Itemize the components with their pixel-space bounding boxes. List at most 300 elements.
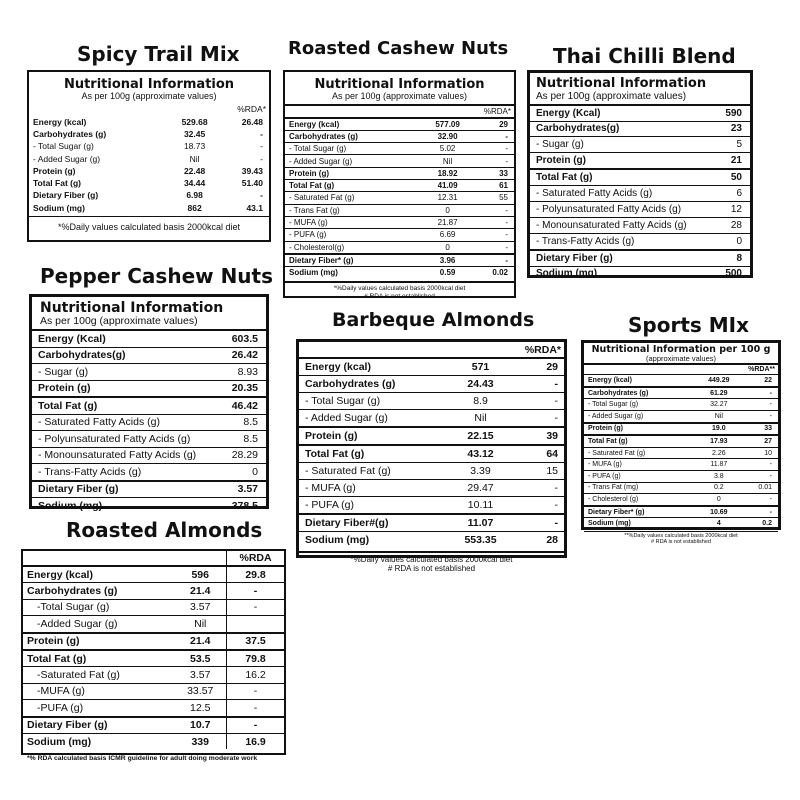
table-row: [29, 152, 269, 164]
nutrient-value: 862: [187, 202, 202, 213]
nutrient-value: 8.5: [217, 431, 266, 448]
rda-value: -: [514, 410, 564, 428]
nutrient-label: Energy (Kcal): [32, 330, 217, 347]
nutrient-value: 34.44: [183, 178, 206, 189]
rda-value: -: [473, 216, 514, 228]
table-row: [584, 447, 778, 459]
table-row: [530, 186, 750, 202]
nutrient-label: Dietary Fiber (g): [530, 250, 706, 266]
nutrient-label: Carbohydrates (g): [23, 583, 174, 599]
nutrient-label: Dietary Fiber (g): [23, 717, 174, 734]
rda-value: -: [473, 143, 514, 155]
table-row: [530, 217, 750, 233]
roasted-cashew-nuts-panel: [283, 70, 516, 298]
table-row: [32, 347, 266, 364]
nutrient-label: Energy (kcal): [285, 118, 422, 131]
nutrient-value: 26.42: [217, 347, 266, 364]
nutrient-value: Nil: [695, 411, 744, 423]
rda-value: 79.8: [227, 650, 284, 667]
roasted-cashew-nuts-title: Roasted Cashew Nuts: [288, 38, 509, 59]
nutrient-value: 10.7: [174, 717, 226, 734]
footnote-daily-values: **%Daily values calculated basis 2000kcal diet: [584, 531, 778, 539]
thai-chilli-blend-panel: [527, 70, 753, 278]
rda-value: -: [227, 683, 284, 699]
nutrient-value: 449.29: [695, 375, 744, 387]
barbeque-almonds-title: Barbeque Almonds: [332, 309, 535, 331]
nutrient-value: 6: [706, 186, 750, 202]
nutrient-label: - Total Sugar (g): [584, 399, 695, 411]
table-row: [32, 380, 266, 397]
table-row: [530, 233, 750, 249]
table-row: [530, 266, 750, 281]
table-row: [285, 267, 514, 279]
rda-value: -: [260, 141, 263, 152]
table-row: [530, 201, 750, 217]
rda-value: 0.02: [473, 267, 514, 279]
table-row: [32, 447, 266, 464]
rda-value: -: [743, 387, 778, 399]
rda-value: 29.8: [227, 566, 284, 583]
nutrient-label: Protein (g): [32, 380, 217, 397]
nutrient-value: 19.0: [695, 423, 744, 436]
nutrient-label: Energy (kcal): [23, 566, 174, 583]
nutrient-value: 3.57: [174, 599, 226, 615]
nutrient-label: - Total Sugar (g): [285, 143, 422, 155]
table-row: [584, 375, 778, 387]
rda-value: 16.2: [227, 667, 284, 683]
table-row: [584, 518, 778, 529]
nutrient-value: 23: [706, 121, 750, 137]
panel-header: Nutritional Information: [536, 76, 707, 91]
nutrient-label: Protein (g): [23, 633, 174, 650]
rda-value: -: [743, 411, 778, 423]
table-row: [299, 463, 564, 480]
nutrient-label: Dietary Fiber* (g): [285, 254, 422, 267]
nutrient-label: - Trans Fat (g): [285, 204, 422, 216]
nutrient-value: 21.4: [174, 633, 226, 650]
table-row: [584, 411, 778, 423]
nutrient-label: Total Fat (g): [299, 445, 447, 463]
rda-value: 51.40: [241, 178, 263, 189]
nutrient-label: Sodium (mg): [23, 733, 174, 749]
nutrient-label: Dietary Fiber#(g): [299, 514, 447, 532]
rda-value: -: [514, 497, 564, 515]
nutrient-value: 596: [174, 566, 226, 583]
nutrient-label: Carbohydrates(g): [530, 121, 706, 137]
nutrient-value: 11.87: [695, 459, 744, 471]
nutrient-label: - Monounsaturated Fatty Acids (g): [32, 447, 217, 464]
nutrient-value: 529.68: [181, 116, 208, 127]
rda-value: -: [473, 204, 514, 216]
nutrient-value: 8.9: [447, 393, 513, 410]
nutrient-label: Energy (kcal): [584, 375, 695, 387]
nutrient-value: 5.02: [422, 143, 472, 155]
rda-value: -: [514, 393, 564, 410]
nutrient-label: Protein (g): [530, 153, 706, 169]
nutrient-label: Total Fat (g): [584, 435, 695, 447]
nutrition-table: [23, 551, 284, 749]
nutrient-value: 22.15: [447, 427, 513, 445]
table-row: [299, 376, 564, 393]
table-row: [285, 118, 514, 131]
rda-value: -: [514, 514, 564, 532]
nutrient-value: 577.09: [422, 118, 472, 131]
footnote-daily-values: *%Daily values calculated basis 2000kcal diet: [285, 281, 514, 292]
nutrient-value: 18.73: [183, 141, 206, 152]
rda-value: -: [743, 494, 778, 506]
panel-subheader: As per 100g (approximate values): [331, 90, 468, 101]
rda-value: 37.5: [227, 633, 284, 650]
nutrient-value: 28.29: [217, 447, 266, 464]
rda-value: 39.43: [241, 165, 263, 176]
rda-value: -: [260, 153, 263, 164]
nutrient-value: 46.42: [217, 397, 266, 414]
rda-value: -: [743, 506, 778, 518]
rda-value: -: [473, 155, 514, 167]
panel-header: Nutritional Information: [314, 77, 485, 92]
table-row: [23, 733, 284, 749]
nutrient-value: 500: [706, 266, 750, 281]
rda-value: 27: [743, 435, 778, 447]
table-row: [23, 667, 284, 683]
nutrient-label: Dietary Fiber (g): [33, 190, 99, 201]
nutrient-label: - Total Sugar (g): [299, 393, 447, 410]
rda-column-header: %RDA**: [743, 364, 778, 375]
nutrient-value: 3.57: [217, 481, 266, 498]
nutrition-table: [530, 104, 750, 282]
panel-subheader: As per 100g (approximate values): [40, 314, 198, 327]
nutrient-value: 571: [447, 358, 513, 376]
nutrient-label: - PUFA (g): [584, 470, 695, 482]
table-row: [29, 140, 269, 152]
rda-value: 33: [743, 423, 778, 436]
nutrient-label: -Added Sugar (g): [23, 616, 174, 633]
rda-value: 55: [473, 192, 514, 204]
rda-value: 0.2: [743, 518, 778, 529]
table-row: [32, 330, 266, 347]
nutrient-label: Protein (g): [285, 167, 422, 179]
table-row: [299, 532, 564, 549]
rda-value: -: [743, 399, 778, 411]
table-row: [29, 165, 269, 177]
table-row: [23, 700, 284, 717]
nutrient-value: 3.57: [174, 667, 226, 683]
nutrient-label: - Polyunsaturated Fatty Acids (g): [32, 431, 217, 448]
nutrient-value: 10.11: [447, 497, 513, 515]
nutrient-value: 21.4: [174, 583, 226, 599]
spicy-trail-mix-title: Spicy Trail Mix: [77, 42, 240, 66]
nutrient-label: - Trans Fat (mg): [584, 482, 695, 494]
nutrient-value: 3.8: [695, 470, 744, 482]
rda-value: 33: [473, 167, 514, 179]
nutrient-label: Protein (g): [584, 423, 695, 436]
table-row: [29, 128, 269, 140]
nutrient-value: 21: [706, 153, 750, 169]
spicy-trail-mix-panel: [27, 70, 271, 242]
table-row: [285, 192, 514, 204]
nutrient-value: 0: [695, 494, 744, 506]
rda-value: 39: [514, 427, 564, 445]
nutrition-table: [584, 363, 778, 529]
pepper-cashew-nuts-panel: [29, 294, 269, 512]
nutrient-value: 0.2: [695, 482, 744, 494]
nutrient-value: 22.48: [183, 165, 206, 176]
nutrient-label: Sodium (mg): [584, 518, 695, 529]
table-row: [299, 445, 564, 463]
footnote-rda: # RDA is not established: [387, 564, 476, 574]
nutrient-value: 32.45: [183, 128, 206, 139]
nutrient-value: 29.47: [447, 480, 513, 497]
nutrient-value: 18.92: [422, 167, 472, 179]
nutrient-label: Dietary Fiber (g): [32, 481, 217, 498]
nutrient-label: Sodium (mg): [530, 266, 706, 281]
table-row: [32, 498, 266, 514]
rda-value: -: [473, 254, 514, 267]
table-row: [584, 482, 778, 494]
nutrient-label: Carbohydrates (g): [33, 128, 107, 139]
table-row: [32, 464, 266, 481]
nutrient-label: Protein (g): [33, 165, 76, 176]
panel-subheader: As per 100g (approximate values): [81, 90, 217, 101]
rda-value: -: [743, 470, 778, 482]
nutrient-value: 21.87: [422, 216, 472, 228]
nutrient-label: Energy (Kcal): [530, 105, 706, 121]
rda-column-header: %RDA*: [524, 343, 561, 356]
nutrient-label: - Sugar (g): [32, 364, 217, 381]
table-row: [530, 169, 750, 185]
nutrient-value: 0: [422, 241, 472, 254]
nutrient-label: - Added Sugar (g): [33, 153, 101, 164]
nutrient-value: 8.5: [217, 414, 266, 431]
nutrient-value: Nil: [174, 616, 226, 633]
rda-value: 29: [514, 358, 564, 376]
nutrient-value: Nil: [447, 410, 513, 428]
nutrition-table: [29, 103, 269, 214]
table-row: [29, 116, 269, 128]
nutrient-label: - PUFA (g): [299, 497, 447, 515]
nutrient-value: 17.93: [695, 435, 744, 447]
table-row: [299, 358, 564, 376]
nutrient-label: - Saturated Fatty Acids (g): [32, 414, 217, 431]
nutrient-label: Sodium (mg): [32, 498, 217, 514]
nutrient-label: Dietary Fiber* (g): [584, 506, 695, 518]
nutrient-label: Total Fat (g): [32, 397, 217, 414]
nutrient-label: Sodium (mg): [299, 532, 447, 549]
table-row: [285, 241, 514, 254]
table-row: [285, 167, 514, 179]
rda-value: -: [260, 128, 263, 139]
sports-mix-title: Sports MIx: [628, 313, 749, 337]
nutrition-table: [32, 329, 266, 514]
nutrient-label: - Polyunsaturated Fatty Acids (g): [530, 201, 706, 217]
nutrient-value: 378.5: [217, 498, 266, 514]
table-row: [584, 470, 778, 482]
table-row: [29, 189, 269, 201]
table-row: [584, 399, 778, 411]
nutrient-label: - MUFA (g): [584, 459, 695, 471]
panel-header: Nutritional Information: [63, 77, 235, 92]
rda-value: 26.48: [241, 116, 263, 127]
table-row: [32, 397, 266, 414]
rda-value: 22: [743, 375, 778, 387]
nutrient-value: 3.39: [447, 463, 513, 480]
rda-value: -: [514, 480, 564, 497]
table-row: [299, 514, 564, 532]
nutrient-value: 0.59: [422, 267, 472, 279]
rda-value: -: [227, 717, 284, 734]
roasted-almonds-title: Roasted Almonds: [66, 518, 263, 542]
nutrient-label: Protein (g): [299, 427, 447, 445]
nutrient-value: 603.5: [217, 330, 266, 347]
table-row: [32, 364, 266, 381]
table-row: [285, 130, 514, 142]
nutrient-value: 28: [706, 217, 750, 233]
nutrient-label: - MUFA (g): [285, 216, 422, 228]
rda-value: -: [743, 459, 778, 471]
rda-value: 0.01: [743, 482, 778, 494]
nutrient-label: - Cholesterol (g): [584, 494, 695, 506]
rda-value: 10: [743, 447, 778, 459]
footnote: *% RDA calculated basis ICMR guideline for adult doing moderate work: [27, 755, 258, 763]
rda-value: 43.1: [246, 202, 263, 213]
nutrient-value: 590: [706, 105, 750, 121]
nutrient-label: - MUFA (g): [299, 480, 447, 497]
footnote-rda: # RDA is not established: [651, 539, 711, 546]
nutrient-label: - Saturated Fat (g): [285, 192, 422, 204]
nutrient-value: 24.43: [447, 376, 513, 393]
table-row: [584, 494, 778, 506]
nutrient-value: 20.35: [217, 380, 266, 397]
table-row: [285, 180, 514, 192]
nutrient-value: 0: [422, 204, 472, 216]
nutrient-value: 0: [217, 464, 266, 481]
table-row: [285, 155, 514, 167]
table-row: [584, 435, 778, 447]
nutrient-value: 32.27: [695, 399, 744, 411]
nutrient-label: Sodium (mg): [33, 202, 85, 213]
panel-subheader: As per 100g (approximate values): [536, 90, 687, 102]
table-row: [584, 459, 778, 471]
nutrient-label: Total Fat (g): [285, 180, 422, 192]
nutrient-label: - Saturated Fat (g): [584, 447, 695, 459]
nutrient-value: 5: [706, 137, 750, 153]
nutrient-label: - Trans-Fatty Acids (g): [32, 464, 217, 481]
nutrient-value: 8: [706, 250, 750, 266]
table-row: [23, 683, 284, 699]
nutrient-value: 53.5: [174, 650, 226, 667]
nutrient-value: 2.26: [695, 447, 744, 459]
table-row: [530, 105, 750, 121]
nutrient-label: Energy (kcal): [299, 358, 447, 376]
nutrient-label: - Monounsaturated Fatty Acids (g): [530, 217, 706, 233]
nutrient-label: - Saturated Fat (g): [299, 463, 447, 480]
pepper-cashew-nuts-title: Pepper Cashew Nuts: [40, 264, 274, 288]
table-row: [584, 423, 778, 436]
nutrient-label: - Added Sugar (g): [285, 155, 422, 167]
nutrient-label: Sodium (mg): [285, 267, 422, 279]
table-row: [285, 143, 514, 155]
nutrient-label: Total Fat (g): [530, 169, 706, 185]
panel-subheader: (approximate values): [645, 353, 717, 363]
nutrient-label: Energy (kcal): [33, 116, 87, 127]
panel-header: Nutritional Information per 100 g: [591, 344, 771, 355]
table-row: [23, 566, 284, 583]
nutrition-table: [285, 104, 514, 279]
nutrient-label: - PUFA (g): [285, 229, 422, 241]
nutrient-value: 12.31: [422, 192, 472, 204]
table-row: [29, 202, 269, 214]
table-row: [23, 633, 284, 650]
rda-value: -: [473, 130, 514, 142]
nutrient-value: 33.57: [174, 683, 226, 699]
rda-value: -: [473, 229, 514, 241]
rda-value: 15: [514, 463, 564, 480]
nutrient-value: Nil: [422, 155, 472, 167]
nutrient-value: 12: [706, 201, 750, 217]
footnote: *%Daily values calculated basis 2000kcal diet: [29, 216, 269, 232]
nutrient-value: 6.69: [422, 229, 472, 241]
table-row: [530, 137, 750, 153]
rda-value: -: [227, 700, 284, 717]
table-row: [285, 216, 514, 228]
nutrient-value: 339: [174, 733, 226, 749]
nutrient-value: Nil: [189, 153, 200, 164]
nutrient-label: - Saturated Fatty Acids (g): [530, 186, 706, 202]
panel-header: Nutritional Information: [40, 300, 224, 316]
rda-value: 28: [514, 532, 564, 549]
rda-value: 61: [473, 180, 514, 192]
rda-column-header: %RDA*: [237, 104, 266, 115]
footnote-rda: # RDA is not established: [364, 292, 435, 300]
nutrient-label: Carbohydrates (g): [584, 387, 695, 399]
nutrient-value: 8.93: [217, 364, 266, 381]
nutrient-value: 0: [706, 233, 750, 249]
rda-value: -: [227, 583, 284, 599]
rda-value: -: [473, 241, 514, 254]
rda-value: [227, 616, 284, 633]
rda-column-header: %RDA: [227, 551, 284, 566]
nutrient-value: 61.29: [695, 387, 744, 399]
table-row: [32, 481, 266, 498]
nutrition-table: [299, 342, 564, 548]
nutrient-label: - Added Sugar (g): [584, 411, 695, 423]
table-row: [584, 387, 778, 399]
table-row: [285, 204, 514, 216]
table-row: [285, 229, 514, 241]
rda-value: 29: [473, 118, 514, 131]
nutrient-value: 6.98: [186, 190, 203, 201]
nutrient-label: Carbohydrates (g): [299, 376, 447, 393]
nutrient-value: 10.69: [695, 506, 744, 518]
rda-value: 64: [514, 445, 564, 463]
table-row: [285, 254, 514, 267]
rda-value: -: [227, 599, 284, 615]
nutrient-label: -Total Sugar (g): [23, 599, 174, 615]
nutrient-value: 3.96: [422, 254, 472, 267]
rda-value: -: [514, 376, 564, 393]
nutrient-label: - Total Sugar (g): [33, 141, 94, 152]
table-row: [29, 177, 269, 189]
nutrient-value: 553.35: [447, 532, 513, 549]
table-row: [23, 650, 284, 667]
table-row: [530, 250, 750, 266]
nutrient-value: 11.07: [447, 514, 513, 532]
nutrient-label: -PUFA (g): [23, 700, 174, 717]
table-row: [32, 414, 266, 431]
nutrient-label: -MUFA (g): [23, 683, 174, 699]
thai-chilli-blend-title: Thai Chilli Blend: [553, 44, 736, 68]
nutrient-label: -Saturated Fat (g): [23, 667, 174, 683]
